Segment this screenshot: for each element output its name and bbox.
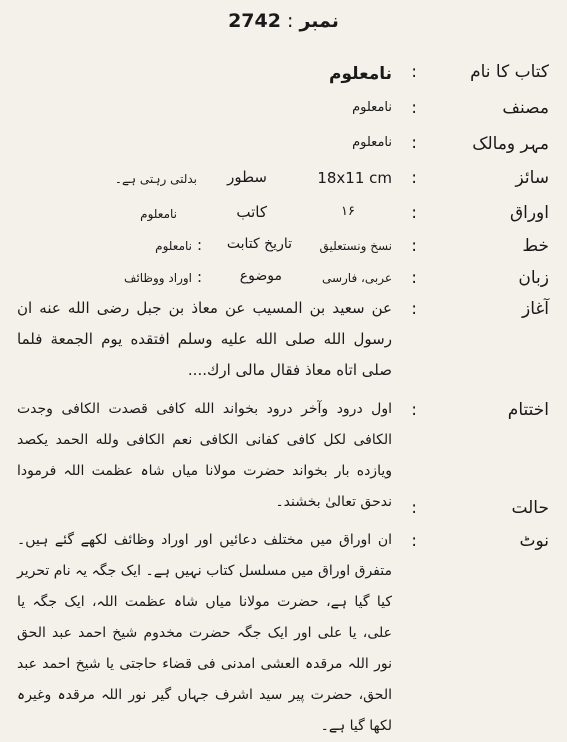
number-separator: : <box>287 10 294 32</box>
ending-text: اول درود وآخر درود بخواند الله کافی قصدت الکافی وجدت الکافی لکل کافی کفانی الکافی نعم الکافی ولله الحمد یکصد ویازده بار بخواند حضرت مولانا میاں شاہ عظمت اللہ فرمودا ندحق تعالیٰ بخشند۔ <box>17 401 392 510</box>
seal-owner-label: مہر ومالک <box>472 134 549 154</box>
condition-colon: : <box>411 498 417 518</box>
beginning-text: عن سعيد بن المسيب عن معاذ بن جبل رضى الله عنه ان رسول الله صلى الله عليه وسلم افتقده يوم الجمعة فلما صلى اتاه معاذ فقال مالى ارك.... <box>17 299 392 379</box>
number-word: نمبر <box>299 10 339 32</box>
author-label: مصنف <box>502 98 549 118</box>
language-label: زبان <box>518 268 549 288</box>
book-name-value: نامعلوم <box>329 64 392 84</box>
ending-colon: : <box>411 400 417 420</box>
lines-value: بدلتی رہتی ہے۔ <box>114 172 197 186</box>
beginning-label: آغاز <box>521 299 549 319</box>
note-text: ان اوراق میں مختلف دعائیں اور اوراد وظائف لکھے گئے ہیں۔ متفرق اوراق میں مسلسل کتاب نہیں ہے۔ ایک جگہ یہ نام تحریر کیا گیا ہے، حضرت مولانا میاں شاہ عظمت اللہ، ایک جگہ یا علی، یا علی اور ایک جگہ حضرت مخدوم شیخ احمد عبد الحق نور اللہ مرقدہ العشی امدنی فی قضاء حاجتی یا شیخ احمد عبد الحق، حضرت پیر سید اشرف جہاں گیر نور اللہ مرقدہ وغیرہ لکھا گیا ہے۔ <box>17 532 392 734</box>
folios-value: ۱۶ <box>341 204 355 219</box>
seal-owner-value: نامعلوم <box>352 135 392 150</box>
script-value: نسخ ونستعلیق <box>319 239 392 253</box>
size-label: سائز <box>515 168 549 188</box>
record-number-header <box>0 10 567 32</box>
lines-label: سطور <box>227 168 267 186</box>
scribe-label: کاتب <box>236 203 267 221</box>
date-label: تاریخ کتابت <box>226 236 292 252</box>
language-colon: : <box>411 268 417 288</box>
size-colon: : <box>411 168 417 188</box>
subject-label: موضوع <box>239 268 282 284</box>
book-name-colon: : <box>411 62 417 82</box>
language-value: عربی، فارسی <box>321 271 392 285</box>
note-colon: : <box>411 531 417 551</box>
subject-value: اوراد ووظائف <box>124 271 192 285</box>
date-colon: : <box>196 236 202 254</box>
folios-colon: : <box>411 203 417 223</box>
author-colon: : <box>411 98 417 118</box>
book-name-label: کتاب کا نام <box>470 62 549 82</box>
author-value: نامعلوم <box>352 100 392 115</box>
ending-label: اختتام <box>507 400 549 420</box>
note-label: نوٹ <box>519 531 549 551</box>
seal-owner-colon: : <box>411 133 417 153</box>
script-label: خط <box>522 236 549 256</box>
subject-colon: : <box>196 268 202 286</box>
condition-label: حالت <box>511 498 549 518</box>
folios-label: اوراق <box>509 203 549 223</box>
scribe-value: نامعلوم <box>140 207 177 221</box>
date-value: نامعلوم <box>155 239 192 253</box>
record-number: 2742 <box>228 10 281 32</box>
size-value: 18x11 cm <box>317 169 392 187</box>
script-colon: : <box>411 236 417 256</box>
beginning-colon: : <box>411 299 417 319</box>
